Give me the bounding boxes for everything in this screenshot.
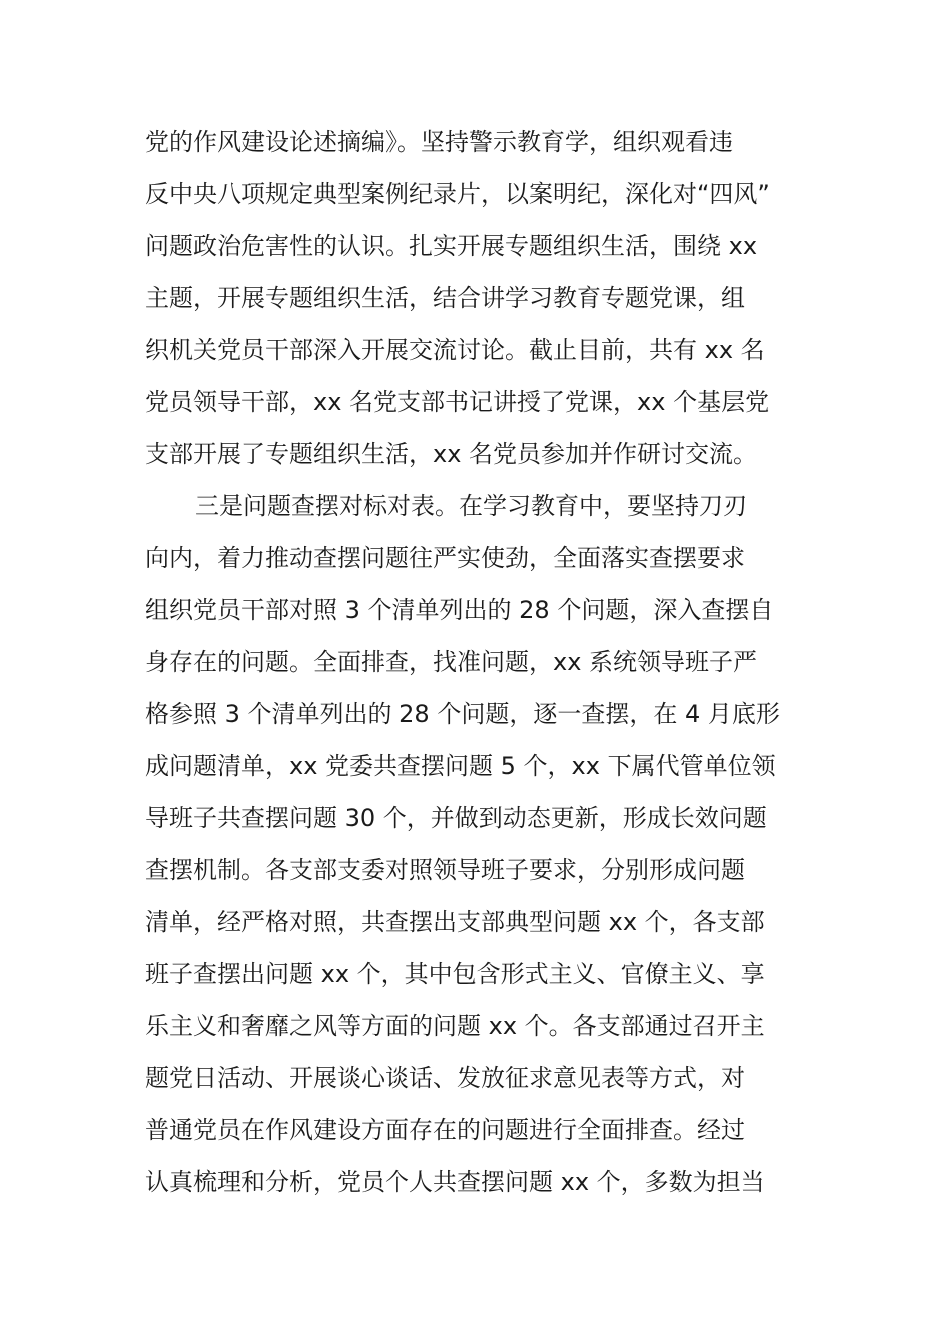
- text-line-18: 乐主义和奢靡之风等方面的问题 xx 个。各支部通过召开主: [145, 1012, 765, 1040]
- text-line-7: 支部开展了专题组织生活，xx 名党员参加并作研讨交流。: [145, 440, 758, 468]
- text-line-15: 查摆机制。各支部支委对照领导班子要求，分别形成问题: [145, 856, 745, 884]
- text-line-9: 向内，着力推动查摆问题往严实使劲，全面落实查摆要求: [145, 544, 745, 572]
- text-line-1: 党的作风建设论述摘编》。坚持警示教育学，组织观看违: [145, 128, 733, 156]
- text-line-6: 党员领导干部，xx 名党支部书记讲授了党课，xx 个基层党: [145, 388, 770, 416]
- text-line-11: 身存在的问题。全面排查，找准问题，xx 系统领导班子严: [145, 648, 758, 676]
- text-line-16: 清单，经严格对照，共查摆出支部典型问题 xx 个，各支部: [145, 908, 765, 936]
- text-line-5: 织机关党员干部深入开展交流讨论。截止目前，共有 xx 名: [145, 336, 765, 364]
- text-line-17: 班子查摆出问题 xx 个，其中包含形式主义、官僚主义、享: [145, 960, 765, 988]
- text-line-12: 格参照 3 个清单列出的 28 个问题，逐一查摆，在 4 月底形: [145, 700, 780, 728]
- text-line-10: 组织党员干部对照 3 个清单列出的 28 个问题，深入查摆自: [145, 596, 774, 624]
- text-line-4: 主题，开展专题组织生活，结合讲学习教育专题党课，组: [145, 284, 745, 312]
- text-line-13: 成问题清单，xx 党委共查摆问题 5 个，xx 下属代管单位领: [145, 752, 776, 780]
- text-line-2: 反中央八项规定典型案例纪录片，以案明纪，深化对“四风”: [145, 180, 770, 208]
- text-line-20: 普通党员在作风建设方面存在的问题进行全面排查。经过: [145, 1116, 745, 1144]
- paragraph-start-line: 三是问题查摆对标对表。在学习教育中，要坚持刀刃: [195, 492, 747, 520]
- text-line-19: 题党日活动、开展谈心谈话、发放征求意见表等方式，对: [145, 1064, 745, 1092]
- text-line-3: 问题政治危害性的认识。扎实开展专题组织生活，围绕 xx: [145, 232, 758, 260]
- text-line-21: 认真梳理和分析，党员个人共查摆问题 xx 个，多数为担当: [145, 1168, 765, 1196]
- text-line-14: 导班子共查摆问题 30 个，并做到动态更新，形成长效问题: [145, 804, 767, 832]
